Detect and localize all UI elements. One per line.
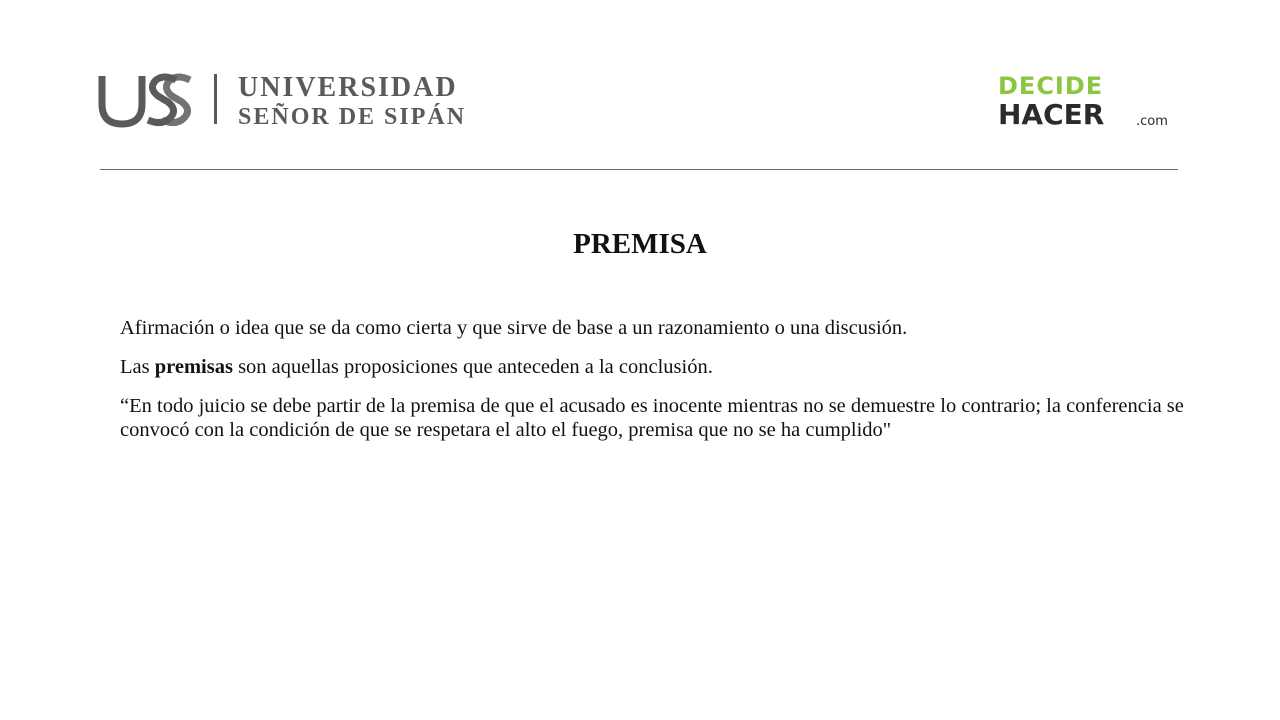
slide-body <box>120 316 1220 457</box>
uss-logo <box>98 70 538 130</box>
premises-prefix: Las <box>120 356 155 378</box>
uss-logo-line1: UNIVERSIDAD <box>238 72 458 103</box>
decide-hacer-logo-line2: HACER <box>998 98 1105 130</box>
header-divider <box>100 169 1178 170</box>
slide-title: PREMISA <box>573 228 707 260</box>
premises-paragraph <box>120 355 1220 379</box>
decide-hacer-logo-line1: DECIDE <box>998 72 1104 100</box>
decide-hacer-logo <box>996 70 1186 130</box>
premises-suffix: son aquellas proposiciones que anteceden a la conclusión. <box>232 356 713 378</box>
decide-hacer-logo-suffix: .com <box>1136 114 1168 129</box>
uss-logo-line2: SEÑOR DE SIPÁN <box>238 104 467 130</box>
example-quote-paragraph: “En todo juicio se debe partir de la premisa de que el acusado es inocente mientras no se demuestre lo contrario; la conferencia se convocó con la condición de que se respetara el alto el fuego, premisa que no se ha cumplido" <box>120 395 1184 441</box>
definition-paragraph: Afirmación o idea que se da como cierta y que sirve de base a un razonamiento o una discusión. <box>120 317 908 339</box>
premises-keyword: premisas <box>154 356 233 378</box>
